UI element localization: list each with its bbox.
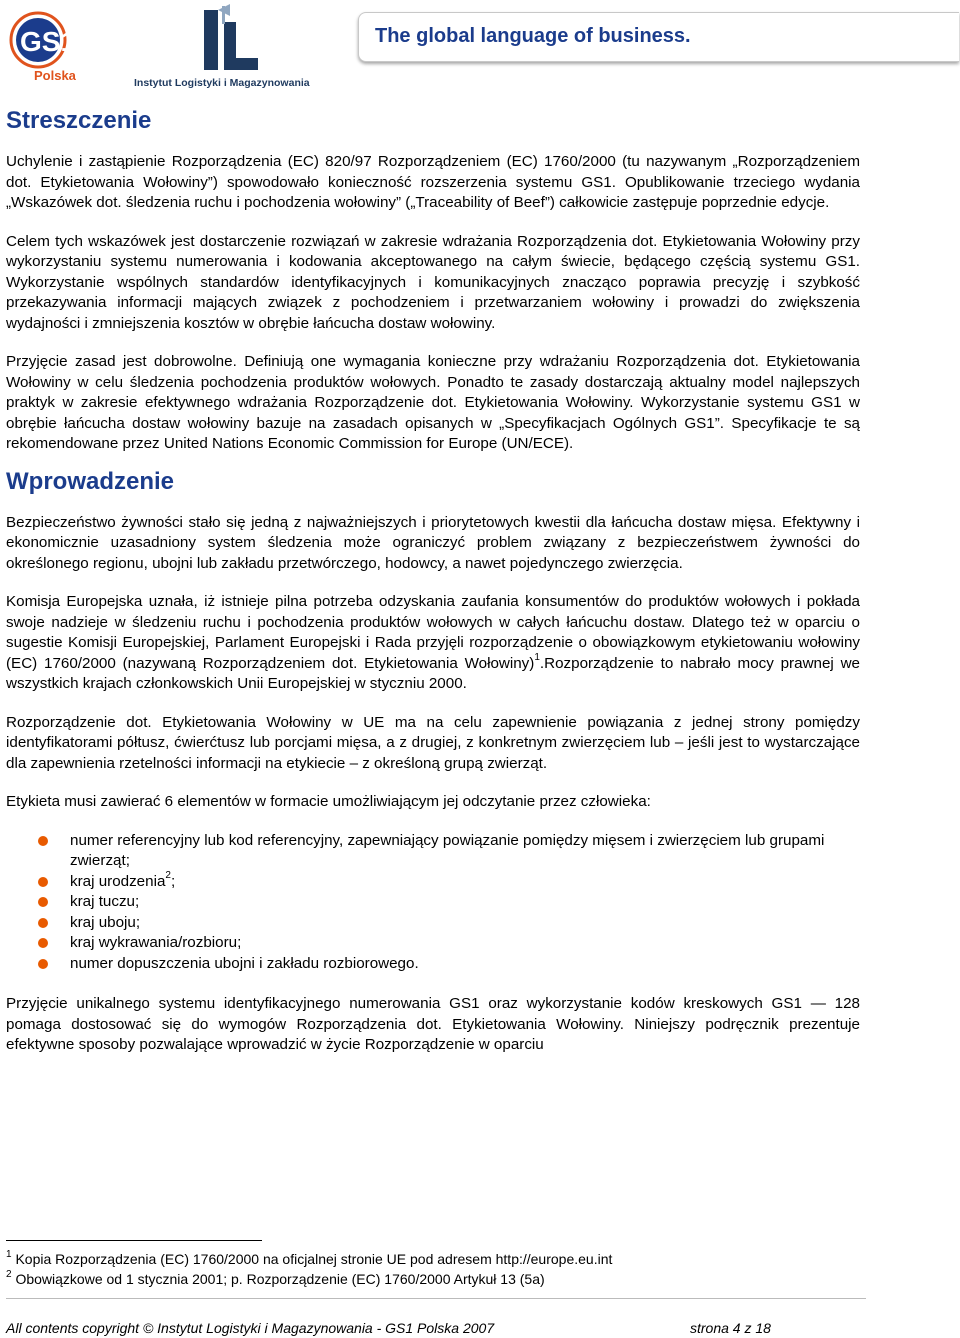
paragraph: Celem tych wskazówek jest dostarczenie rozwiązań w zakresie wdrażania Rozporządzenia dot. Etykietowania Wołowiny przy wykorzystaniu systemu numerowania i kodowania akceptowanego na całym świecie, będącego częścią systemu GS1. Wykorzystanie wspólnych standardów identyfikacyjnych i komunikacyjnych znacząco poprawia precyzję i szybkość przekazywania informacji mających związek z pochodzeniem i przetwarzaniem wołowiny i prowadzi do zwiększenia wydajności i zmniejszenia kosztów w obrębie łańcucha dostaw wołowiny.: [6, 232, 860, 332]
list-item: kraj wykrawania/rozbioru;: [6, 933, 860, 954]
paragraph: Przyjęcie unikalnego systemu identyfikacyjnego numerowania GS1 oraz wykorzystanie kodów kreskowych GS1 — 128 pomaga dostosować się do wymogów Rozporządzenia dot. Etykietowania Wołowiny. Niniejszy podręcznik prezentuje efektywne sposoby pozwalające wprowadzić w życie Rozporządzenie w oparciu: [6, 995, 860, 1053]
paragraph-text: Komisja Europejska uznała, iż istnieje pilna potrzeba odzyskania zaufania konsumentów do produktów wołowych i pokłada swoje nadzieje w śledzeniu ruchu i pochodzenia produktów wołowych w całych łańcuchu dostaw. Dlatego też w oparciu o sugestie Komisji Europejskiej, Parlament Europejski i Rada przyjęli rozporządzenie o obowiązkowym etykietowaniu wołowiny (EC) 1760/2000 (nazywaną Rozporządzeniem dot. Etykietowania Wołowiny): [6, 593, 860, 672]
paragraph: Uchylenie i zastąpienie Rozporządzenia (EC) 820/97 Rozporządzeniem (EC) 1760/2000 (tu nazywanym „Rozporządzeniem dot. Etykietowania Wołowiny”) spowodowało konieczność rozszerzenia systemu GS1. Opublikowanie trzeciego wydania „Wskazówek dot. śledzenia ruchu i pochodzenia wołowiny” („Traceability of Beef”) całkowicie zastępuje poprzednie edycje.: [6, 153, 860, 211]
footer-copyright: All contents copyright © Instytut Logistyki i Magazynowania - GS1 Polska 2007: [6, 1320, 495, 1336]
tagline-banner: [358, 12, 959, 62]
bullet-icon: [38, 836, 48, 846]
paragraph-text: .Rozporządzenie to nabrało mocy prawnej we wszystkich krajach członkowskich Unii Europejskiej w styczniu 2000.: [6, 654, 860, 692]
paragraph: Bezpieczeństwo żywności stało się jedną z najważniejszych i priorytetowych kwestii dla łańcucha dostaw mięsa. Efektywny i ekonomicznie uzasadniony system śledzenia może ograniczyć problem związany z bezpieczeństwem żywności do określonego regionu, ubojni lub zakładu przetwórczego, hodowcy, a nawet pojedynczego zwierzęcia.: [6, 513, 860, 572]
heading-wprowadzenie: Wprowadzenie: [6, 467, 175, 495]
footer-divider: [6, 1298, 866, 1299]
footnote-1: $^1$ Kopia Rozporządzenia (EC) 1760/2000 na oficjalnej stronie UE pod adresem http://europe.eu.int: [6, 1249, 613, 1267]
gs1-logo-text: GS1: [20, 26, 77, 57]
bullet-icon: [38, 897, 48, 907]
footnote-divider: [6, 1240, 262, 1241]
bullet-icon: [38, 959, 48, 969]
document-body: [6, 100, 860, 1074]
bullet-icon: [38, 918, 48, 928]
list-item: kraj tuczu;: [6, 892, 860, 913]
itl-caption: Instytut Logistyki i Magazynowania: [134, 77, 310, 89]
paragraph: Rozporządzenie dot. Etykietowania Wołowiny w UE ma na celu zapewnienie powiązania z jednej strony pomiędzy identyfikatorami półtusz, ćwierćtusz lub porcjami mięsa, a z drugiej, z konkretnym zwierzęciem lub – jeśli jest to wystarczające dla zapewnienia rzetelności informacji na etykiecie – z określoną grupą zwierząt.: [6, 713, 860, 772]
page-number: strona 4 z 18: [690, 1320, 771, 1336]
footnote-2: $^2$ Obowiązkowe od 1 stycznia 2001; p. Rozporządzenie (EC) 1760/2000 Artykuł 13 (5a): [6, 1269, 545, 1287]
footnote-ref: 2: [165, 870, 171, 882]
bullet-icon: [38, 938, 48, 948]
list-item: numer dopuszczenia ubojni i zakładu rozbiorowego.: [6, 954, 860, 975]
paragraph: [6, 592, 860, 695]
page-header: [0, 0, 960, 95]
list-item: kraj uboju;: [6, 913, 860, 934]
tagline-text: The global language of business.: [375, 25, 691, 47]
list-item: numer referencyjny lub kod referencyjny, zapewniający powiązanie pomiędzy mięsem i zwierzęciem lub grupami zwierząt;: [6, 831, 860, 872]
label-elements-list: [6, 831, 860, 975]
footnote-ref: 1: [534, 652, 540, 664]
gs1-subtitle: Polska: [34, 68, 76, 83]
heading-streszczenie: Streszczenie: [6, 107, 152, 134]
list-item: kraj urodzenia$^2$;: [6, 872, 860, 893]
bullet-icon: [38, 877, 48, 887]
paragraph: Przyjęcie zasad jest dobrowolne. Definiują one wymagania konieczne przy wdrażaniu Rozporządzenia dot. Etykietowania Wołowiny w celu śledzenia pochodzenia produktów wołowych. Ponadto te zasady dostarczają aktualny model najlepszych praktyk w zakresie efektywnego wdrażania Rozporządzenie dot. Etykietowania Wołowiny. Wykorzystanie systemu GS1 w obrębie łańcucha dostaw wołowiny bazuje na zasadach opisanych w „Specyfikacjach Ogólnych GS1”. Specyfikacje te są rekomendowane przez United Nations Economic Commission for Europe (UN/ECE).: [6, 353, 860, 452]
paragraph: Etykieta musi zawierać 6 elementów w formacie umożliwiającym jej odczytanie przez człowieka:: [6, 793, 651, 810]
footnotes: [6, 1240, 906, 1289]
